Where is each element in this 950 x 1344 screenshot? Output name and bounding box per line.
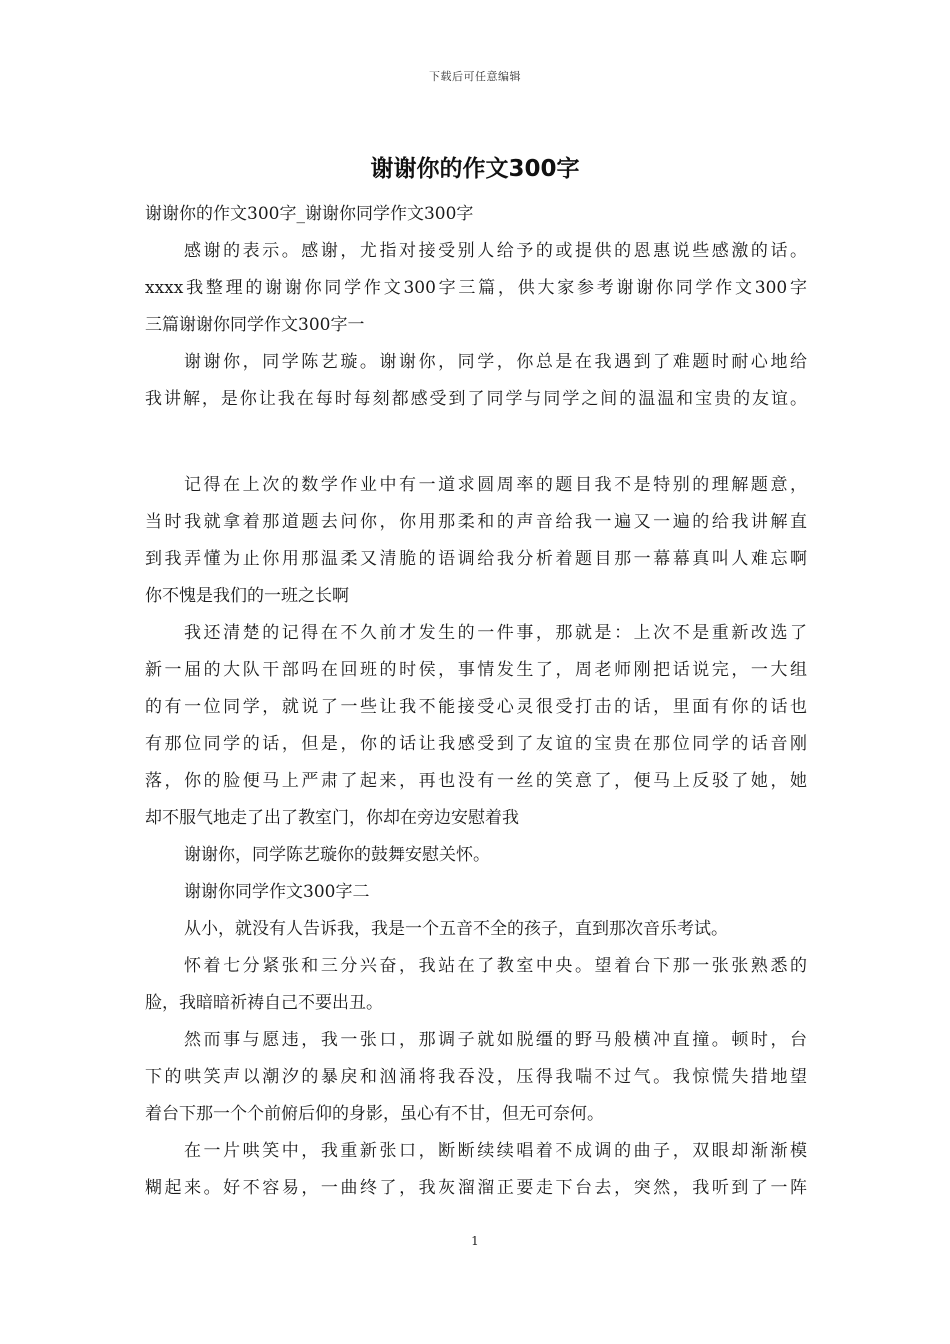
text-line: 的有一位同学，就说了一些让我不能接受心灵很受打击的话，里面有你的话也 <box>145 697 807 717</box>
text-line: 感谢的表示。感谢，尤指对接受别人给予的或提供的恩惠说些感激的话。 <box>184 241 807 261</box>
text-line: 糊起来。好不容易，一曲终了，我灰溜溜正要走下台去，突然，我听到了一阵 <box>145 1178 807 1198</box>
text-line: 到我弄懂为止你用那温柔又清脆的语调给我分析着题目那一幕幕真叫人难忘啊 <box>145 549 807 569</box>
text-line: 着台下那一个个前俯后仰的身影，虽心有不甘，但无可奈何。 <box>145 1104 604 1124</box>
text-line: 谢谢你的作文300字_谢谢你同学作文300字 <box>145 204 474 224</box>
text-line: 在一片哄笑中，我重新张口，断断续续唱着不成调的曲子，双眼却渐渐模 <box>184 1141 807 1161</box>
text-line: 落，你的脸便马上严肃了起来，再也没有一丝的笑意了，便马上反驳了她，她 <box>145 771 807 791</box>
text-line: 新一届的大队干部吗在回班的时侯，事情发生了，周老师刚把话说完，一大组 <box>145 660 807 680</box>
text-line: 谢谢你，同学陈艺璇你的鼓舞安慰关怀。 <box>184 845 490 865</box>
text-line: 却不服气地走了出了教室门，你却在旁边安慰着我 <box>145 808 519 828</box>
text-line: 怀着七分紧张和三分兴奋，我站在了教室中央。望着台下那一张张熟悉的 <box>184 956 807 976</box>
text-line: 谢谢你同学作文300字二 <box>184 882 370 902</box>
text-line: 谢谢你，同学陈艺璇。谢谢你，同学，你总是在我遇到了难题时耐心地给 <box>184 352 807 372</box>
text-line: xxxx我整理的谢谢你同学作文300字三篇，供大家参考谢谢你同学作文300字 <box>145 278 807 298</box>
text-line: 有那位同学的话，但是，你的话让我感受到了友谊的宝贵在那位同学的话音刚 <box>145 734 807 754</box>
text-line: 记得在上次的数学作业中有一道求圆周率的题目我不是特别的理解题意， <box>184 475 807 495</box>
text-line: 三篇谢谢你同学作文300字一 <box>145 315 365 335</box>
document-title: 谢谢你的作文300字 <box>370 156 580 182</box>
text-line: 我还清楚的记得在不久前才发生的一件事，那就是：上次不是重新改选了 <box>184 623 807 643</box>
text-line: 我讲解，是你让我在每时每刻都感受到了同学与同学之间的温温和宝贵的友谊。 <box>145 389 807 409</box>
text-line: 脸，我暗暗祈祷自己不要出丑。 <box>145 993 383 1013</box>
page-number: 1 <box>471 1234 479 1248</box>
text-line: 从小，就没有人告诉我，我是一个五音不全的孩子，直到那次音乐考试。 <box>184 919 728 939</box>
page-header-note: 下载后可任意编辑 <box>429 70 521 83</box>
paragraph-gap <box>145 418 807 467</box>
document-body <box>145 196 807 1207</box>
text-line: 你不愧是我们的一班之长啊 <box>145 586 349 606</box>
text-line: 下的哄笑声以潮汐的暴戾和汹涌将我吞没，压得我喘不过气。我惊慌失措地望 <box>145 1067 807 1087</box>
text-line: 当时我就拿着那道题去问你，你用那柔和的声音给我一遍又一遍的给我讲解直 <box>145 512 807 532</box>
text-line: 然而事与愿违，我一张口，那调子就如脱缰的野马般横冲直撞。顿时，台 <box>184 1030 807 1050</box>
